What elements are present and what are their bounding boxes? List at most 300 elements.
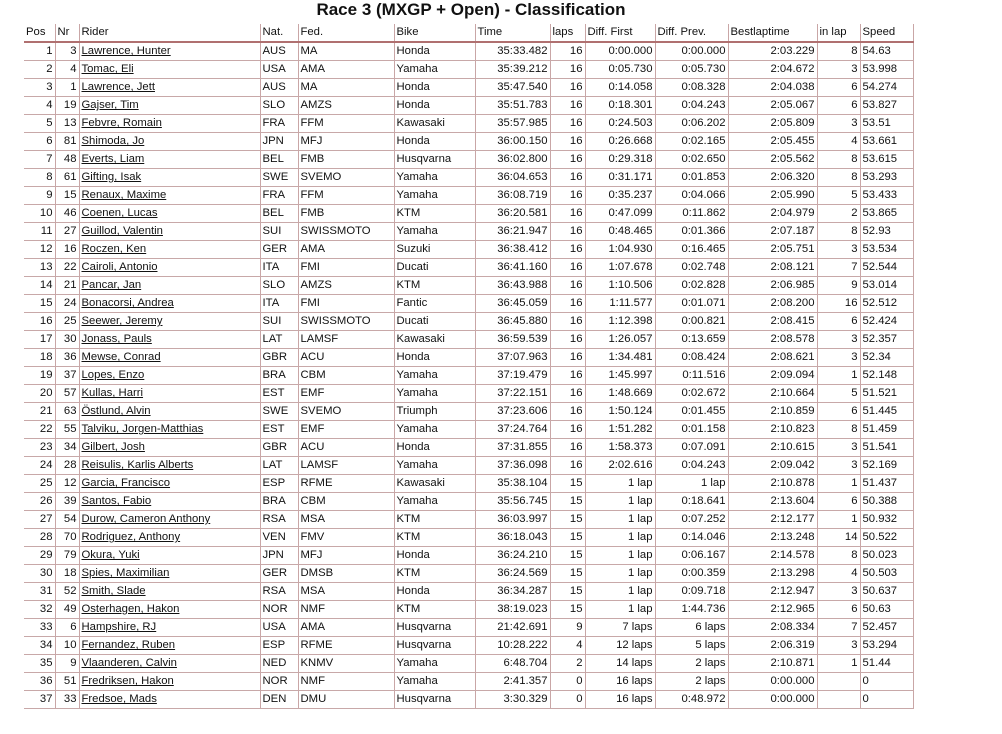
cell-nat: SLO [260, 277, 298, 295]
cell-laps: 16 [550, 439, 585, 457]
rider-link[interactable]: Renaux, Maxime [81, 189, 167, 201]
cell-diff-prev: 0:00.821 [655, 313, 728, 331]
cell-rider [79, 547, 260, 565]
column-header-nr: Nr [55, 24, 79, 42]
cell-diff-prev: 0:01.071 [655, 295, 728, 313]
cell-diff-first: 1:50.124 [585, 403, 655, 421]
cell-rider [79, 601, 260, 619]
rider-link[interactable]: Fredsoe, Mads [81, 693, 157, 705]
cell-speed: 52.544 [860, 259, 913, 277]
cell-nr: 54 [55, 511, 79, 529]
cell-pos: 1 [24, 42, 55, 61]
cell-in-lap: 4 [817, 565, 860, 583]
cell-bestlaptime: 2:10.823 [728, 421, 817, 439]
cell-diff-first: 16 laps [585, 691, 655, 709]
cell-pos: 23 [24, 439, 55, 457]
cell-bike: Kawasaki [394, 115, 475, 133]
table-row [24, 205, 913, 223]
cell-in-lap: 1 [817, 475, 860, 493]
rider-link[interactable]: Garcia, Francisco [81, 477, 171, 489]
cell-speed: 50.637 [860, 583, 913, 601]
cell-time: 35:38.104 [475, 475, 550, 493]
column-header-speed: Speed [860, 24, 913, 42]
cell-pos: 15 [24, 295, 55, 313]
cell-diff-prev: 0:02.828 [655, 277, 728, 295]
cell-fed: LAMSF [298, 457, 394, 475]
cell-in-lap: 4 [817, 133, 860, 151]
cell-fed: NMF [298, 673, 394, 691]
cell-bike: KTM [394, 565, 475, 583]
cell-fed: CBM [298, 493, 394, 511]
cell-time: 37:22.151 [475, 385, 550, 403]
table-row [24, 42, 913, 61]
rider-link[interactable]: Östlund, Alvin [81, 405, 151, 417]
cell-in-lap: 8 [817, 151, 860, 169]
table-row [24, 259, 913, 277]
cell-in-lap: 8 [817, 547, 860, 565]
cell-laps: 16 [550, 151, 585, 169]
cell-laps: 16 [550, 133, 585, 151]
cell-rider [79, 331, 260, 349]
cell-nat: JPN [260, 133, 298, 151]
cell-nr: 57 [55, 385, 79, 403]
cell-bike: Ducati [394, 259, 475, 277]
cell-speed: 53.827 [860, 97, 913, 115]
cell-in-lap: 6 [817, 97, 860, 115]
cell-pos: 24 [24, 457, 55, 475]
cell-nr: 51 [55, 673, 79, 691]
rider-link[interactable]: Talviku, Jorgen-Matthias [81, 423, 204, 435]
cell-diff-prev: 0:08.328 [655, 79, 728, 97]
cell-nr: 55 [55, 421, 79, 439]
cell-diff-first: 1 lap [585, 529, 655, 547]
cell-diff-first: 1:58.373 [585, 439, 655, 457]
cell-pos: 20 [24, 385, 55, 403]
cell-rider [79, 295, 260, 313]
rider-link[interactable]: Pancar, Jan [81, 279, 142, 291]
cell-pos: 16 [24, 313, 55, 331]
cell-nat: AUS [260, 79, 298, 97]
cell-bestlaptime: 2:05.809 [728, 115, 817, 133]
cell-bike: Fantic [394, 295, 475, 313]
cell-rider [79, 637, 260, 655]
cell-laps: 16 [550, 367, 585, 385]
cell-rider [79, 673, 260, 691]
cell-nr: 25 [55, 313, 79, 331]
table-row [24, 313, 913, 331]
cell-nat: LAT [260, 457, 298, 475]
cell-nat: ESP [260, 637, 298, 655]
cell-fed: FMV [298, 529, 394, 547]
cell-pos: 6 [24, 133, 55, 151]
cell-time: 2:41.357 [475, 673, 550, 691]
rider-link[interactable]: Jonass, Pauls [81, 333, 152, 345]
cell-diff-prev: 0:11.516 [655, 367, 728, 385]
cell-bestlaptime: 2:04.038 [728, 79, 817, 97]
cell-fed: DMSB [298, 565, 394, 583]
cell-nat: EST [260, 385, 298, 403]
table-row [24, 511, 913, 529]
cell-bike: Yamaha [394, 223, 475, 241]
cell-time: 37:36.098 [475, 457, 550, 475]
cell-laps: 16 [550, 403, 585, 421]
table-row [24, 493, 913, 511]
cell-bike: Yamaha [394, 169, 475, 187]
cell-bestlaptime: 2:12.965 [728, 601, 817, 619]
cell-rider [79, 169, 260, 187]
cell-laps: 15 [550, 529, 585, 547]
cell-nat: GER [260, 565, 298, 583]
table-row [24, 655, 913, 673]
rider-link[interactable]: Smith, Slade [81, 585, 146, 597]
cell-nat: GBR [260, 439, 298, 457]
cell-laps: 16 [550, 259, 585, 277]
cell-laps: 16 [550, 169, 585, 187]
cell-in-lap: 1 [817, 655, 860, 673]
rider-link[interactable]: Durow, Cameron Anthony [81, 513, 211, 525]
cell-bestlaptime: 2:09.094 [728, 367, 817, 385]
cell-diff-first: 0:05.730 [585, 61, 655, 79]
cell-bestlaptime: 2:12.177 [728, 511, 817, 529]
cell-diff-first: 0:00.000 [585, 42, 655, 61]
column-header-laps: laps [550, 24, 585, 42]
cell-diff-prev: 0:01.158 [655, 421, 728, 439]
cell-fed: AMA [298, 61, 394, 79]
cell-in-lap: 16 [817, 295, 860, 313]
cell-fed: SWISSMOTO [298, 223, 394, 241]
cell-time: 37:23.606 [475, 403, 550, 421]
cell-rider [79, 42, 260, 61]
cell-pos: 29 [24, 547, 55, 565]
cell-pos: 13 [24, 259, 55, 277]
cell-fed: LAMSF [298, 331, 394, 349]
cell-time: 36:21.947 [475, 223, 550, 241]
rider-link[interactable]: Mewse, Conrad [81, 351, 161, 363]
cell-nr: 46 [55, 205, 79, 223]
cell-in-lap: 3 [817, 439, 860, 457]
cell-fed: SVEMO [298, 169, 394, 187]
cell-diff-prev: 0:04.066 [655, 187, 728, 205]
cell-bestlaptime: 2:05.751 [728, 241, 817, 259]
cell-laps: 16 [550, 205, 585, 223]
rider-link[interactable]: Roczen, Ken [81, 243, 147, 255]
rider-link[interactable]: Gilbert, Josh [81, 441, 145, 453]
rider-link[interactable]: Lawrence, Jett [81, 81, 155, 93]
cell-pos: 36 [24, 673, 55, 691]
cell-diff-first: 1 lap [585, 475, 655, 493]
cell-speed: 52.357 [860, 331, 913, 349]
cell-in-lap: 5 [817, 385, 860, 403]
table-row [24, 457, 913, 475]
cell-time: 21:42.691 [475, 619, 550, 637]
cell-pos: 18 [24, 349, 55, 367]
rider-link[interactable]: Fredriksen, Hakon [81, 675, 174, 687]
table-row [24, 547, 913, 565]
table-row [24, 169, 913, 187]
cell-speed: 53.294 [860, 637, 913, 655]
cell-time: 36:03.997 [475, 511, 550, 529]
cell-speed: 54.63 [860, 42, 913, 61]
column-header-time: Time [475, 24, 550, 42]
cell-diff-first: 1:51.282 [585, 421, 655, 439]
cell-nr: 24 [55, 295, 79, 313]
table-row [24, 115, 913, 133]
cell-pos: 12 [24, 241, 55, 259]
table-row [24, 61, 913, 79]
cell-bike: Honda [394, 583, 475, 601]
cell-nat: NOR [260, 601, 298, 619]
cell-pos: 22 [24, 421, 55, 439]
rider-link[interactable]: Bonacorsi, Andrea [81, 297, 174, 309]
cell-time: 3:30.329 [475, 691, 550, 709]
rider-link[interactable]: Tomac, Eli [81, 63, 134, 75]
cell-nat: ITA [260, 259, 298, 277]
cell-laps: 16 [550, 349, 585, 367]
cell-speed: 53.534 [860, 241, 913, 259]
cell-diff-prev: 0:07.252 [655, 511, 728, 529]
cell-speed: 0 [860, 673, 913, 691]
rider-link[interactable]: Shimoda, Jo [81, 135, 145, 147]
cell-nat: SWE [260, 169, 298, 187]
cell-pos: 33 [24, 619, 55, 637]
cell-laps: 16 [550, 61, 585, 79]
cell-time: 35:51.783 [475, 97, 550, 115]
cell-in-lap: 9 [817, 277, 860, 295]
cell-nr: 34 [55, 439, 79, 457]
rider-link[interactable]: Coenen, Lucas [81, 207, 158, 219]
cell-nr: 79 [55, 547, 79, 565]
rider-link[interactable]: Santos, Fabio [81, 495, 152, 507]
cell-laps: 15 [550, 565, 585, 583]
cell-in-lap: 3 [817, 457, 860, 475]
cell-laps: 16 [550, 187, 585, 205]
cell-bestlaptime: 2:13.298 [728, 565, 817, 583]
cell-diff-first: 14 laps [585, 655, 655, 673]
cell-time: 36:24.569 [475, 565, 550, 583]
cell-laps: 15 [550, 583, 585, 601]
cell-diff-first: 16 laps [585, 673, 655, 691]
cell-rider [79, 439, 260, 457]
cell-nr: 3 [55, 42, 79, 61]
cell-time: 36:04.653 [475, 169, 550, 187]
table-row [24, 151, 913, 169]
cell-bestlaptime: 2:06.320 [728, 169, 817, 187]
cell-diff-first: 0:29.318 [585, 151, 655, 169]
rider-link[interactable]: Osterhagen, Hakon [81, 603, 180, 615]
cell-bestlaptime: 2:08.200 [728, 295, 817, 313]
rider-link[interactable]: Everts, Liam [81, 153, 145, 165]
cell-nat: BEL [260, 151, 298, 169]
cell-bike: Honda [394, 97, 475, 115]
rider-link[interactable]: Reisulis, Karlis Alberts [81, 459, 194, 471]
cell-in-lap: 8 [817, 421, 860, 439]
cell-fed: FFM [298, 187, 394, 205]
cell-speed: 50.522 [860, 529, 913, 547]
cell-speed: 0 [860, 691, 913, 709]
cell-nr: 49 [55, 601, 79, 619]
cell-rider [79, 133, 260, 151]
cell-nat: USA [260, 61, 298, 79]
cell-pos: 25 [24, 475, 55, 493]
cell-diff-prev: 0:00.000 [655, 42, 728, 61]
cell-time: 37:24.764 [475, 421, 550, 439]
cell-speed: 50.932 [860, 511, 913, 529]
cell-fed: NMF [298, 601, 394, 619]
cell-diff-prev: 0:04.243 [655, 97, 728, 115]
cell-speed: 53.998 [860, 61, 913, 79]
cell-speed: 51.437 [860, 475, 913, 493]
rider-link[interactable]: Spies, Maximilian [81, 567, 170, 579]
cell-time: 6:48.704 [475, 655, 550, 673]
cell-time: 38:19.023 [475, 601, 550, 619]
cell-laps: 0 [550, 673, 585, 691]
cell-nr: 63 [55, 403, 79, 421]
cell-bike: Honda [394, 547, 475, 565]
cell-diff-first: 0:31.171 [585, 169, 655, 187]
cell-nr: 4 [55, 61, 79, 79]
rider-link[interactable]: Gajser, Tim [81, 99, 139, 111]
cell-laps: 9 [550, 619, 585, 637]
cell-bike: Yamaha [394, 493, 475, 511]
rider-link[interactable]: Febvre, Romain [81, 117, 162, 129]
cell-diff-prev: 0:18.641 [655, 493, 728, 511]
cell-nr: 16 [55, 241, 79, 259]
cell-nat: USA [260, 619, 298, 637]
cell-nr: 30 [55, 331, 79, 349]
rider-link[interactable]: Gifting, Isak [81, 171, 142, 183]
cell-nat: NED [260, 655, 298, 673]
cell-bike: KTM [394, 511, 475, 529]
cell-diff-prev: 2 laps [655, 655, 728, 673]
cell-diff-first: 1:07.678 [585, 259, 655, 277]
cell-diff-prev: 0:02.650 [655, 151, 728, 169]
cell-nr: 12 [55, 475, 79, 493]
cell-pos: 34 [24, 637, 55, 655]
cell-time: 36:43.988 [475, 277, 550, 295]
cell-in-lap [817, 691, 860, 709]
rider-link[interactable]: Hampshire, RJ [81, 621, 157, 633]
cell-in-lap: 3 [817, 349, 860, 367]
cell-bestlaptime: 0:00.000 [728, 673, 817, 691]
rider-link[interactable]: Rodriguez, Anthony [81, 531, 181, 543]
cell-laps: 16 [550, 223, 585, 241]
cell-fed: MFJ [298, 547, 394, 565]
cell-time: 35:56.745 [475, 493, 550, 511]
cell-laps: 2 [550, 655, 585, 673]
cell-nr: 10 [55, 637, 79, 655]
cell-laps: 15 [550, 493, 585, 511]
cell-bike: Honda [394, 133, 475, 151]
table-row [24, 223, 913, 241]
cell-laps: 16 [550, 241, 585, 259]
cell-nat: GER [260, 241, 298, 259]
cell-diff-first: 0:26.668 [585, 133, 655, 151]
cell-diff-prev: 0:14.046 [655, 529, 728, 547]
cell-bike: Ducati [394, 313, 475, 331]
cell-laps: 16 [550, 313, 585, 331]
cell-time: 35:57.985 [475, 115, 550, 133]
cell-nr: 28 [55, 457, 79, 475]
rider-link[interactable]: Guillod, Valentin [81, 225, 163, 237]
cell-bestlaptime: 2:13.604 [728, 493, 817, 511]
table-row [24, 349, 913, 367]
cell-diff-first: 0:48.465 [585, 223, 655, 241]
cell-bestlaptime: 2:05.562 [728, 151, 817, 169]
cell-in-lap: 8 [817, 223, 860, 241]
cell-in-lap [817, 673, 860, 691]
table-row [24, 529, 913, 547]
cell-diff-first: 2:02.616 [585, 457, 655, 475]
cell-rider [79, 493, 260, 511]
cell-speed: 52.512 [860, 295, 913, 313]
cell-bike: KTM [394, 205, 475, 223]
cell-laps: 16 [550, 97, 585, 115]
table-row [24, 97, 913, 115]
cell-in-lap: 2 [817, 205, 860, 223]
rider-link[interactable]: Kullas, Harri [81, 387, 144, 399]
cell-fed: RFME [298, 475, 394, 493]
cell-rider [79, 259, 260, 277]
cell-bestlaptime: 2:06.985 [728, 277, 817, 295]
table-row [24, 583, 913, 601]
cell-nat: FRA [260, 187, 298, 205]
cell-diff-first: 1:12.398 [585, 313, 655, 331]
cell-laps: 16 [550, 79, 585, 97]
cell-rider [79, 583, 260, 601]
cell-bestlaptime: 2:08.121 [728, 259, 817, 277]
cell-bestlaptime: 2:13.248 [728, 529, 817, 547]
cell-nat: AUS [260, 42, 298, 61]
rider-link[interactable]: Lopes, Enzo [81, 369, 145, 381]
cell-speed: 53.433 [860, 187, 913, 205]
rider-link[interactable]: Lawrence, Hunter [81, 45, 171, 57]
cell-in-lap: 14 [817, 529, 860, 547]
cell-diff-prev: 0:06.202 [655, 115, 728, 133]
cell-diff-first: 1 lap [585, 547, 655, 565]
cell-nr: 27 [55, 223, 79, 241]
cell-fed: FMB [298, 205, 394, 223]
cell-speed: 53.615 [860, 151, 913, 169]
table-row [24, 475, 913, 493]
cell-diff-prev: 0:01.853 [655, 169, 728, 187]
table-row [24, 133, 913, 151]
cell-pos: 10 [24, 205, 55, 223]
cell-in-lap: 6 [817, 493, 860, 511]
cell-fed: MFJ [298, 133, 394, 151]
rider-link[interactable]: Vlaanderen, Calvin [81, 657, 177, 669]
column-header-diff-prev: Diff. Prev. [655, 24, 728, 42]
cell-nr: 18 [55, 565, 79, 583]
cell-bike: Husqvarna [394, 637, 475, 655]
cell-bestlaptime: 2:10.859 [728, 403, 817, 421]
cell-bike: Honda [394, 42, 475, 61]
cell-diff-prev: 0:16.465 [655, 241, 728, 259]
cell-pos: 5 [24, 115, 55, 133]
rider-link[interactable]: Seewer, Jeremy [81, 315, 163, 327]
cell-speed: 54.274 [860, 79, 913, 97]
cell-laps: 15 [550, 475, 585, 493]
cell-diff-prev: 1 lap [655, 475, 728, 493]
cell-nat: RSA [260, 583, 298, 601]
cell-nr: 6 [55, 619, 79, 637]
rider-link[interactable]: Cairoli, Antonio [81, 261, 158, 273]
table-row [24, 601, 913, 619]
rider-link[interactable]: Okura, Yuki [81, 549, 140, 561]
rider-link[interactable]: Fernandez, Ruben [81, 639, 176, 651]
cell-bike: Yamaha [394, 61, 475, 79]
cell-time: 36:02.800 [475, 151, 550, 169]
column-header-nat: Nat. [260, 24, 298, 42]
